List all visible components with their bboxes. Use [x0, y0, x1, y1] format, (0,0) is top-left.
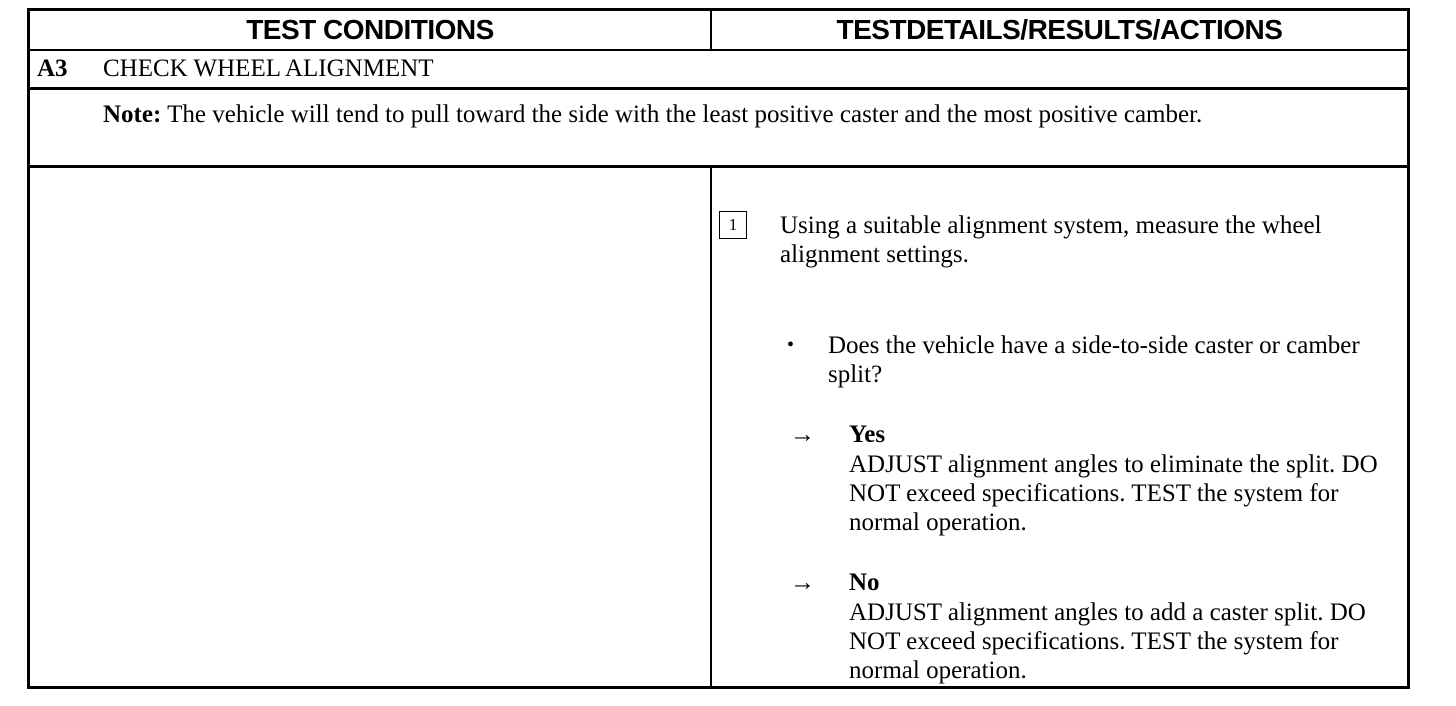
header-test-details: TESTDETAILS/RESULTS/ACTIONS — [836, 14, 1283, 45]
note-label: Note: — [103, 101, 162, 128]
step-title-rule — [30, 87, 1407, 90]
outcome-no-action: ADJUST alignment angles to add a caster split. DO NOT exceed specifications. TEST the system for normal operation. — [849, 599, 1366, 684]
header-test-conditions: TEST CONDITIONS — [246, 14, 494, 45]
outcome-yes-action: ADJUST alignment angles to eliminate the split. DO NOT exceed specifications. TEST the system for normal operation. — [849, 451, 1378, 536]
diagnostic-table — [27, 8, 1410, 689]
step-number-box: 1 — [719, 211, 747, 239]
arrow-right-icon: → — [790, 569, 815, 596]
note-rule — [30, 165, 1407, 168]
body-divider — [710, 168, 712, 686]
bullet-icon: • — [787, 334, 795, 356]
step-id: A3 — [37, 55, 68, 82]
note-body: The vehicle will tend to pull toward the side with the least positive caster and the most positive camber. — [167, 101, 1203, 128]
question-text: Does the vehicle have a side-to-side caster or camber split? — [828, 332, 1360, 388]
header-divider — [710, 11, 712, 49]
outcome-no-label: No — [849, 569, 880, 596]
note-text — [103, 100, 1393, 129]
step-title: CHECK WHEEL ALIGNMENT — [103, 55, 434, 82]
instruction-text: Using a suitable alignment system, measure the wheel alignment settings. — [780, 212, 1322, 268]
arrow-right-icon: → — [790, 421, 815, 448]
outcome-yes-label: Yes — [849, 421, 886, 448]
